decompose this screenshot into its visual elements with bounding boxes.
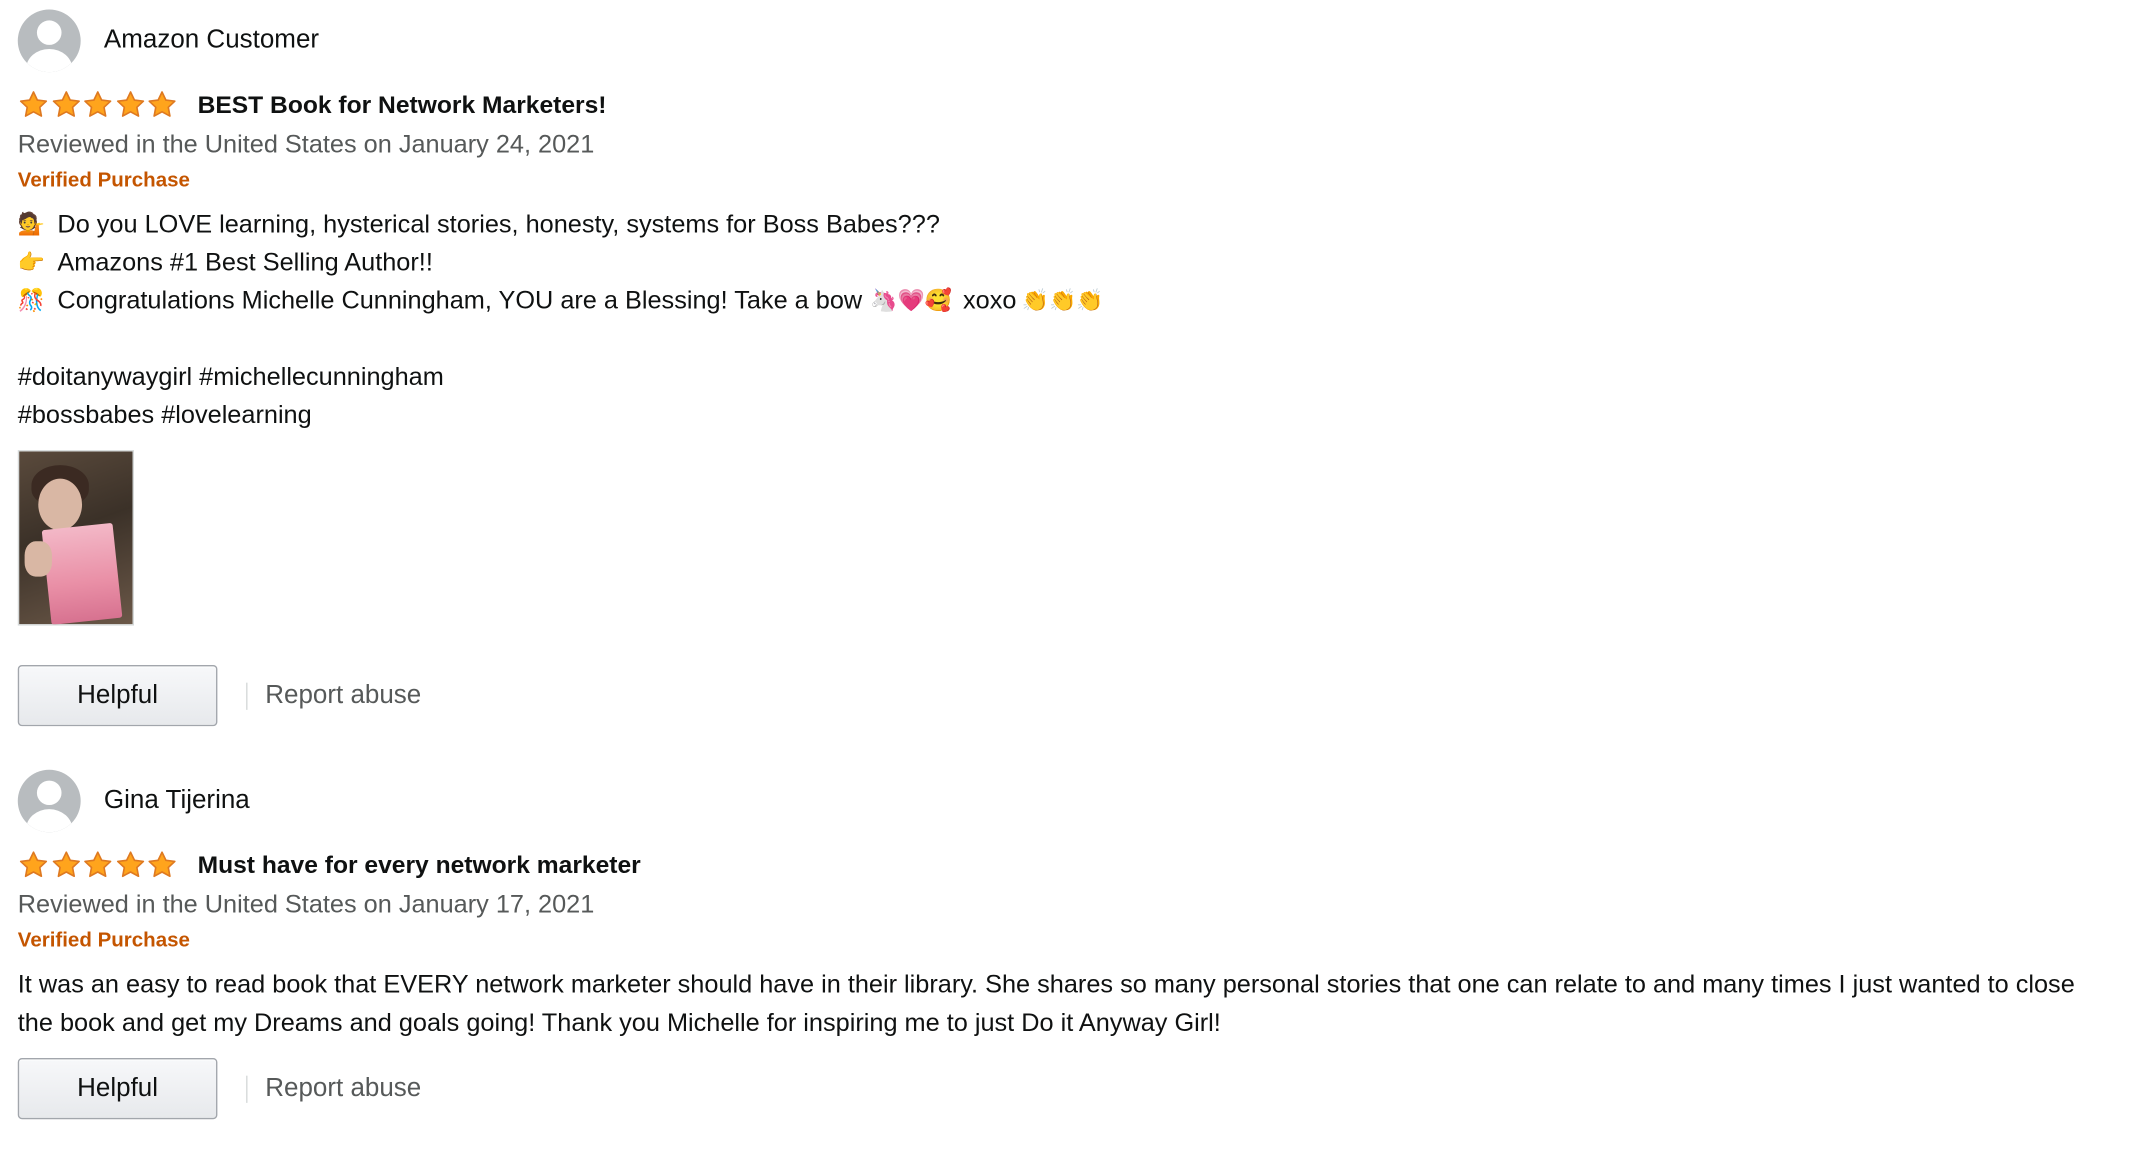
verified-purchase-badge: Verified Purchase: [17, 928, 190, 952]
star-filled-icon: [18, 90, 49, 120]
clapping-hands-icons: 👏👏👏: [1021, 286, 1104, 313]
star-filled-icon: [82, 850, 113, 880]
star-filled-icon: [82, 90, 113, 120]
confetti-ball-icon: 🎊: [17, 286, 46, 313]
review-date: Reviewed in the United States on January 24, 2021: [17, 129, 595, 158]
verified-purchase-badge: Verified Purchase: [17, 168, 190, 192]
star-filled-icon: [50, 90, 81, 120]
unicorn-heart-smile-icons: 🦄💗🥰: [870, 286, 953, 313]
reviewer-name[interactable]: Amazon Customer: [103, 25, 320, 55]
divider: [246, 682, 247, 709]
review-image-thumbnail[interactable]: [18, 450, 134, 625]
review-hashtags: #doitanywaygirl #michellecunningham: [17, 361, 444, 391]
user-silhouette-icon: [18, 10, 81, 73]
star-filled-icon: [146, 90, 177, 120]
star-filled-icon: [146, 850, 177, 880]
star-filled-icon: [18, 850, 49, 880]
review-body-line: 💁 Do you LOVE learning, hysterical stories, honesty, systems for Boss Babes???: [18, 205, 2096, 243]
star-filled-icon: [114, 850, 145, 880]
helpful-button[interactable]: Helpful: [18, 665, 218, 726]
review-body: It was an easy to read book that EVERY network marketer should have in their library. She shares so many personal stories that one can relate to and many times I just wanted to close the book and get my Dreams and goals going! Thank you Michelle for inspiring me to just Do it Anyway Girl!: [17, 969, 2075, 1037]
divider: [246, 1075, 247, 1102]
review-title-row: [18, 86, 2096, 124]
star-filled-icon: [114, 90, 145, 120]
pointing-hand-icon: 👉: [17, 248, 46, 275]
review-body-line: 👉 Amazons #1 Best Selling Author!!: [18, 243, 2096, 281]
reviewer-name[interactable]: Gina Tijerina: [103, 786, 250, 815]
review-title[interactable]: BEST Book for Network Marketers!: [197, 91, 607, 119]
review-actions: [18, 1058, 2096, 1119]
star-rating[interactable]: [18, 90, 179, 120]
user-silhouette-icon: [18, 770, 81, 833]
review-body-line: 🎊 Congratulations Michelle Cunningham, YOU are a Blessing! Take a bow 🦄💗🥰 xoxo 👏👏👏: [18, 281, 2096, 319]
person-tipping-hand-icon: 💁: [17, 210, 46, 237]
review-hashtags: #bossbabes #lovelearning: [17, 399, 312, 429]
review-card: [18, 770, 2096, 1119]
review-body: [18, 205, 2096, 433]
report-abuse-link[interactable]: Report abuse: [265, 680, 422, 710]
review-card: [18, 10, 2096, 727]
report-abuse-link[interactable]: Report abuse: [265, 1073, 422, 1103]
review-title-row: [18, 846, 2096, 884]
reviewer-profile[interactable]: [18, 10, 2096, 73]
reviewer-profile[interactable]: [18, 770, 2096, 833]
helpful-button[interactable]: Helpful: [18, 1058, 218, 1119]
star-filled-icon: [50, 850, 81, 880]
star-rating[interactable]: [18, 850, 179, 880]
review-title[interactable]: Must have for every network marketer: [197, 851, 641, 879]
review-actions: [18, 665, 2096, 726]
review-date: Reviewed in the United States on January 17, 2021: [17, 889, 595, 918]
